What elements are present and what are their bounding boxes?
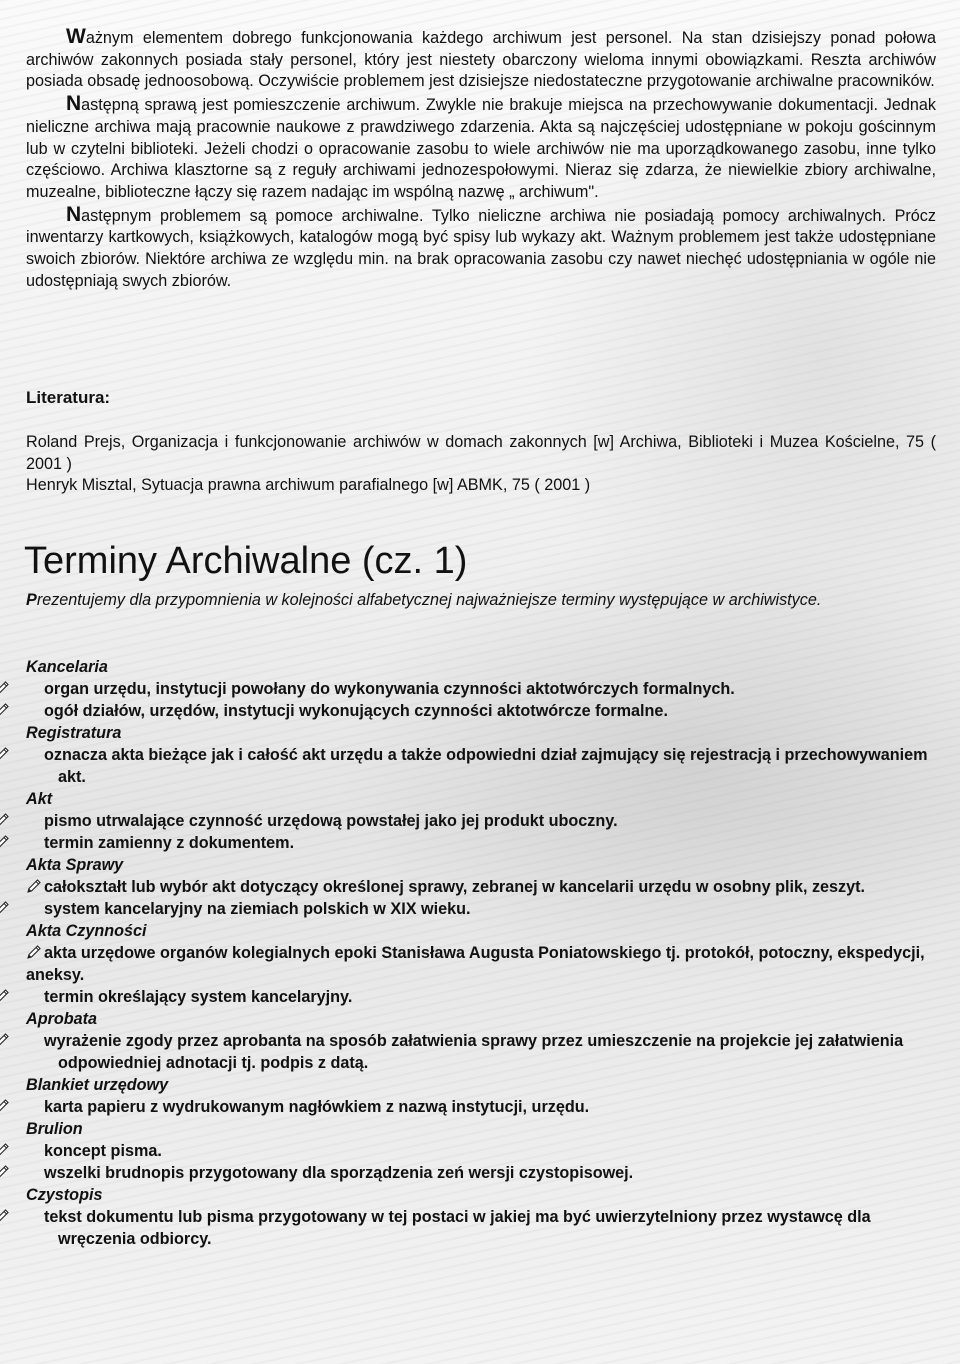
literature-heading: Literatura: bbox=[26, 388, 111, 407]
glossary-term: Kancelaria bbox=[26, 658, 108, 676]
glossary-definition bbox=[26, 744, 936, 788]
literature-entry: Henryk Misztal, Sytuacja prawna archiwum parafialnego [w] ABMK, 75 ( 2001 ) bbox=[26, 476, 591, 495]
pencil-icon bbox=[26, 1032, 42, 1048]
intro-paragraph-2 bbox=[26, 93, 936, 204]
pencil-icon bbox=[26, 834, 42, 850]
intro-paragraph-3 bbox=[26, 204, 936, 293]
glossary-definition bbox=[26, 898, 936, 920]
definition-text: koncept pisma. bbox=[44, 1142, 162, 1160]
pencil-icon bbox=[26, 746, 42, 762]
paragraph-text: astępną sprawą jest pomieszczenie archiwum. Zwykle nie brakuje miejsca na przechowywanie dokumentacji. Jednak nieliczne archiwa mają pracownie naukowe z prawdziwego zdarzenia. Akta są najczęściej udostępniane w pokoju gościnnym lub w czytelni biblioteki. Jeżeli chodzi o opracowanie zasobu to wiele archiwów nie ma uporządkowanego zasobu, inne tylko częściowo. Archiwa klasztorne są z reguły archiwami jednozespołowymi. Nieraz się zdarza, że niewielkie zbiory archiwalne, muzealne, biblioteczne łączy się razem nadając im wspólną nazwę „ archiwum". bbox=[26, 96, 936, 201]
glossary-definition bbox=[26, 1096, 936, 1118]
definition-text: termin zamienny z dokumentem. bbox=[44, 834, 295, 852]
definition-text: termin określający system kancelaryjny. bbox=[44, 988, 353, 1006]
intro-section bbox=[26, 26, 936, 292]
definition-text: system kancelaryjny na ziemiach polskich w XIX wieku. bbox=[44, 900, 471, 918]
definition-text: pismo utrwalające czynność urzędową powstałej jako jej produkt uboczny. bbox=[44, 812, 618, 830]
paragraph-text: ażnym elementem dobrego funkcjonowania każdego archiwum jest personel. Na stan dzisiejszy ponad połowa archiwów zakonnych posiada stały personel, który jest niestety obarczony wieloma innymi obowiązkami. Reszta archiwów posiada obsadę jednoosobową. Oczywiście problemem jest dzisiejsze niedostateczne przygotowanie archiwalne pracowników. bbox=[26, 29, 936, 91]
subtitle-text: rezentujemy dla przypomnienia w kolejności alfabetycznej najważniejsze terminy występujące w archiwistyce. bbox=[36, 591, 822, 609]
glossary-term: Czystopis bbox=[26, 1186, 103, 1204]
glossary-definition bbox=[26, 1030, 936, 1074]
pencil-icon bbox=[26, 1164, 42, 1180]
pencil-icon bbox=[26, 680, 42, 696]
glossary-term: Akt bbox=[26, 790, 53, 808]
pencil-icon bbox=[26, 1208, 42, 1224]
definition-text: oznacza akta bieżące jak i całość akt urzędu a także odpowiedni dział zajmujący się rejestracją i przechowywaniem akt. bbox=[44, 746, 928, 786]
definition-text: akta urzędowe organów kolegialnych epoki Stanisława Augusta Poniatowskiego tj. protokół, potoczny, ekspedycji, aneksy. bbox=[26, 944, 925, 984]
definition-text: ogół działów, urzędów, instytucji wykonujących czynności aktotwórcze formalne. bbox=[44, 702, 668, 720]
glossary-definition bbox=[26, 832, 936, 854]
glossary-term: Aprobata bbox=[26, 1010, 98, 1028]
literature-entry: Roland Prejs, Organizacja i funkcjonowanie archiwów w domach zakonnych [w] Archiwa, Biblioteki i Muzea Kościelne, 75 ( 2001 ) bbox=[26, 433, 936, 473]
pencil-icon bbox=[26, 702, 42, 718]
glossary-term: Blankiet urzędowy bbox=[26, 1076, 169, 1094]
definition-text: tekst dokumentu lub pisma przygotowany w tej postaci w jakiej ma być uwierzytelniony przez wystawcę dla wręczenia odbiorcy. bbox=[44, 1208, 871, 1248]
drop-cap: P bbox=[26, 591, 37, 609]
glossary-list bbox=[26, 656, 936, 1250]
pencil-icon bbox=[26, 988, 42, 1004]
section-subtitle bbox=[26, 590, 916, 612]
pencil-icon bbox=[26, 944, 42, 960]
glossary-definition bbox=[26, 986, 936, 1008]
glossary-definition bbox=[26, 700, 936, 722]
glossary-term: Akta Czynności bbox=[26, 922, 147, 940]
section-title: Terminy Archiwalne (cz. 1) bbox=[24, 540, 468, 582]
glossary-definition bbox=[26, 1162, 936, 1184]
paragraph-text: astępnym problemem są pomoce archiwalne. Tylko nieliczne archiwa nie posiadają pomocy archiwalnych. Prócz inwentarzy kartkowych, książkowych, katalogów mogą być spisy lub wykazy akt. Ważnym problemem jest także udostępniane swoich zbiorów. Niektóre archiwa ze względu min. na brak opracowania zasobu czy nawet niechęć udostępniania w ogóle nie udostępniają swych zbiorów. bbox=[26, 206, 936, 290]
pencil-icon bbox=[26, 878, 42, 894]
definition-text: całokształt lub wybór akt dotyczący określonej sprawy, zebranej w kancelarii urzędu w osobny plik, zeszyt. bbox=[44, 878, 866, 896]
drop-cap: N bbox=[66, 202, 82, 226]
definition-text: organ urzędu, instytucji powołany do wykonywania czynności aktotwórczych formalnych. bbox=[44, 680, 735, 698]
drop-cap: N bbox=[66, 92, 82, 116]
definition-text: karta papieru z wydrukowanym nagłówkiem z nazwą instytucji, urzędu. bbox=[44, 1098, 590, 1116]
intro-paragraph-1 bbox=[26, 26, 936, 93]
definition-text: wszelki brudnopis przygotowany dla sporządzenia zeń wersji czystopisowej. bbox=[44, 1164, 634, 1182]
definition-text: wyrażenie zgody przez aprobanta na sposób załatwienia sprawy przez umieszczenie na projekcie jej załatwienia odpowiedniej adnotacji tj. podpis z datą. bbox=[44, 1032, 904, 1072]
literature-list bbox=[26, 432, 936, 497]
glossary-term: Akta Sprawy bbox=[26, 856, 124, 874]
pencil-icon bbox=[26, 1142, 42, 1158]
glossary-definition bbox=[26, 810, 936, 832]
drop-cap: W bbox=[66, 25, 86, 48]
pencil-icon bbox=[26, 812, 42, 828]
glossary-definition bbox=[26, 678, 936, 700]
glossary-definition bbox=[26, 942, 936, 986]
glossary-definition bbox=[26, 1140, 936, 1162]
glossary-term: Brulion bbox=[26, 1120, 83, 1138]
glossary-term: Registratura bbox=[26, 724, 122, 742]
glossary-definition bbox=[26, 876, 936, 898]
glossary-definition bbox=[26, 1206, 936, 1250]
pencil-icon bbox=[26, 1098, 42, 1114]
pencil-icon bbox=[26, 900, 42, 916]
